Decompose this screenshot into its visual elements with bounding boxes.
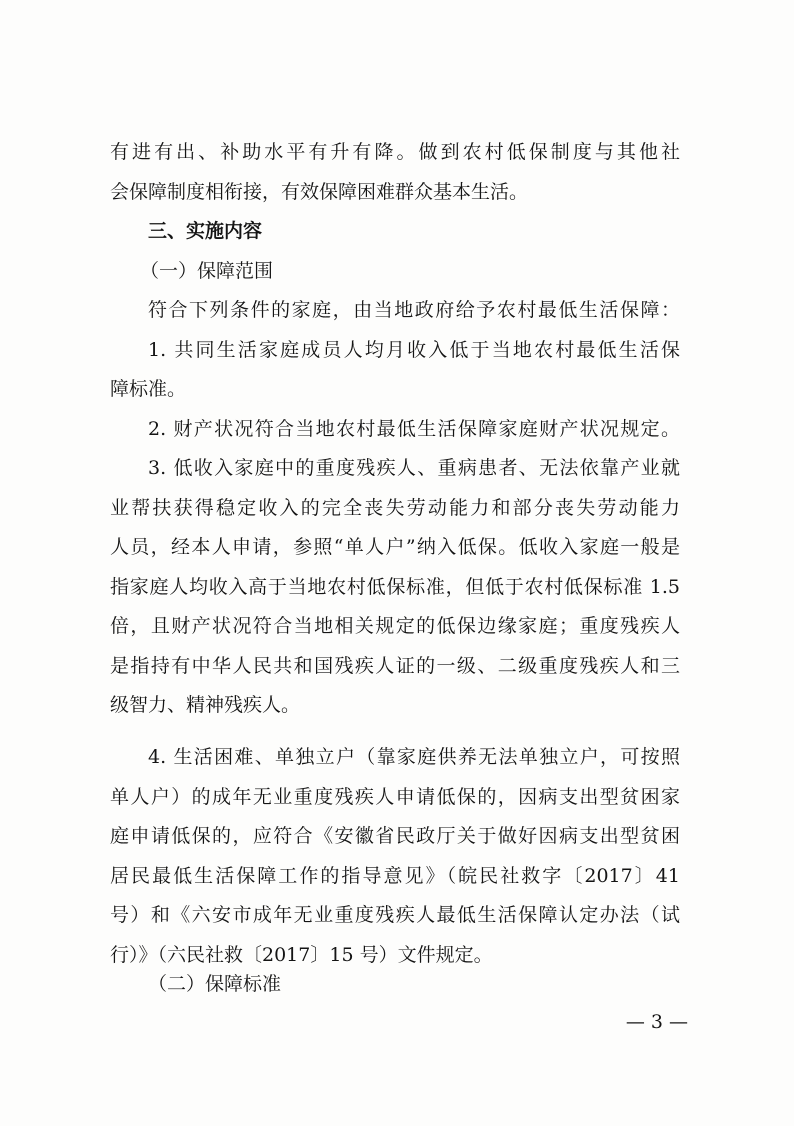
body-text-line: 有进有出、补助水平有升有降。做到农村低保制度与其他社 [110, 141, 680, 163]
body-text-line: 业帮扶获得稳定收入的完全丧失劳动能力和部分丧失劳动能力 [110, 497, 680, 519]
body-text-line: 级智力、精神残疾人。 [110, 694, 301, 716]
list-item-4: 4. 生活困难、单独立户（靠家庭供养无法单独立户，可按照 [148, 746, 680, 768]
body-text-line: 居民最低生活保障工作的指导意见》（皖民社救字〔2017〕41 [110, 865, 680, 887]
list-item-2: 2. 财产状况符合当地农村最低生活保障家庭财产状况规定。 [148, 418, 680, 440]
subsection-heading: （二）保障标准 [148, 973, 282, 995]
body-text-line: 是指持有中华人民共和国残疾人证的一级、二级重度残疾人和三 [110, 655, 680, 677]
list-item-1: 1. 共同生活家庭成员人均月收入低于当地农村最低生活保 [148, 339, 680, 361]
body-text-line: 行）》（六民社救〔2017〕15 号）文件规定。 [110, 944, 493, 966]
page-number: — 3 — [625, 1011, 688, 1033]
body-text-line: 倍，且财产状况符合当地相关规定的低保边缘家庭；重度残疾人 [110, 615, 680, 637]
subsection-heading: （一）保障范围 [140, 260, 274, 282]
body-text-line: 符合下列条件的家庭，由当地政府给予农村最低生活保障： [148, 299, 680, 321]
section-heading: 三、实施内容 [148, 220, 263, 242]
body-text-line: 人员，经本人申请，参照“单人户”纳入低保。低收入家庭一般是 [110, 536, 680, 558]
body-text-line: 指家庭人均收入高于当地农村低保标准，但低于农村低保标准 1.5 [110, 576, 680, 598]
body-text-line: 号）和《六安市成年无业重度残疾人最低生活保障认定办法（试 [110, 904, 680, 926]
body-text-line: 单人户）的成年无业重度残疾人申请低保的，因病支出型贫困家 [110, 786, 680, 808]
list-item-3: 3. 低收入家庭中的重度残疾人、重病患者、无法依靠产业就 [148, 457, 680, 479]
body-text-line: 障标准。 [110, 378, 187, 400]
body-text-line: 庭申请低保的，应符合《安徽省民政厅关于做好因病支出型贫困 [110, 825, 680, 847]
body-text-line: 会保障制度相衔接，有效保障困难群众基本生活。 [110, 181, 529, 203]
